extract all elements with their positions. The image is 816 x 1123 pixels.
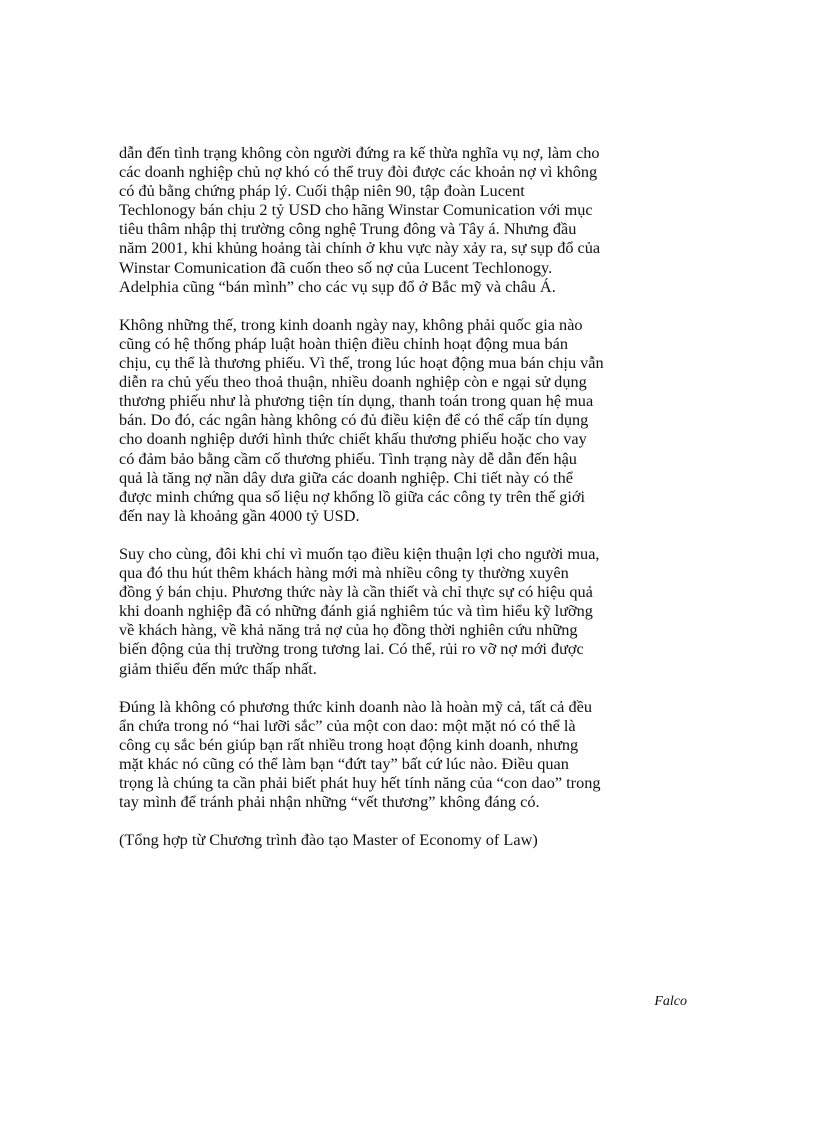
document-body: [119, 143, 705, 869]
text-line: chịu, cụ thể là thương phiếu. Vì thế, trong lúc hoạt động mua bán chịu vẫn: [119, 353, 604, 373]
text-line: các doanh nghiệp chủ nợ khó có thể truy đòi được các khoản nợ vì không: [119, 162, 598, 182]
text-line: đồng ý bán chịu. Phương thức này là cần thiết và chỉ thực sự có hiệu quả: [119, 582, 593, 602]
text-line: năm 2001, khi khủng hoảng tài chính ở khu vực này xảy ra, sự sụp đổ của: [119, 238, 601, 258]
text-line: quả là tăng nợ nần dây dưa giữa các doanh nghiệp. Chi tiết này có thể: [119, 467, 573, 487]
paragraph-4: [119, 697, 705, 812]
text-line: Đúng là không có phương thức kinh doanh nào là hoàn mỹ cả, tất cả đều: [119, 696, 592, 716]
text-line: (Tổng hợp từ Chương trình đào tạo Master of Economy of Law): [119, 830, 538, 850]
text-line: bán. Do đó, các ngân hàng không có đủ điều kiện để có thể cấp tín dụng: [119, 410, 589, 430]
text-line: về khách hàng, về khả năng trả nợ của họ đồng thời nghiên cứu những: [119, 620, 578, 640]
text-line: mặt khác nó cũng có thể làm bạn “đứt tay” bất cứ lúc nào. Điều quan: [119, 754, 569, 773]
text-line: khi doanh nghiệp đã có những đánh giá nghiêm túc và tìm hiểu kỹ lưỡng: [119, 601, 593, 621]
text-line: giảm thiểu đến mức thấp nhất.: [119, 658, 317, 678]
text-line: Suy cho cùng, đôi khi chỉ vì muốn tạo điều kiện thuận lợi cho người mua,: [119, 543, 600, 563]
text-line: công cụ sắc bén giúp bạn rất nhiều trong hoạt động kinh doanh, nhưng: [119, 734, 579, 754]
text-line: tay mình để tránh phải nhận những “vết thương” không đáng có.: [119, 792, 540, 812]
text-line: diễn ra chủ yếu theo thoả thuận, nhiều doanh nghiệp còn e ngại sử dụng: [119, 372, 587, 392]
text-line: Adelphia cũng “bán mình” cho các vụ sụp đổ ở Bắc mỹ và châu Á.: [119, 276, 556, 296]
text-line: biến động của thị trường trong tương lai. Có thể, rủi ro vỡ nợ mới được: [119, 639, 584, 659]
paragraph-2: [119, 315, 705, 525]
text-line: Techlonogy bán chịu 2 tỷ USD cho hãng Winstar Comunication với mục: [119, 200, 593, 220]
text-line: được minh chứng qua số liệu nợ khổng lồ giữa các công ty trên thế giới: [119, 486, 586, 506]
text-line: có đảm bảo bằng cầm cố thương phiếu. Tình trạng này dễ dẫn đến hậu: [119, 448, 577, 468]
text-line: cho doanh nghiệp dưới hình thức chiết khấu thương phiếu hoặc cho vay: [119, 429, 587, 449]
text-line: dẫn đến tình trạng không còn người đứng ra kế thừa nghĩa vụ nợ, làm cho: [119, 143, 600, 162]
paragraph-1: [119, 143, 705, 296]
author-signature: Falco: [654, 994, 687, 1009]
text-line: cũng có hệ thống pháp luật hoàn thiện điều chỉnh hoạt động mua bán: [119, 333, 568, 353]
paragraph-3: [119, 544, 705, 678]
text-line: tiêu thâm nhập thị trường công nghệ Trung đông và Tây á. Nhưng đầu: [119, 219, 577, 239]
text-line: đến nay là khoảng gần 4000 tỷ USD.: [119, 505, 360, 525]
text-line: thương phiếu như là phương tiện tín dụng, thanh toán trong quan hệ mua: [119, 391, 594, 411]
text-line: Không những thế, trong kinh doanh ngày nay, không phải quốc gia nào: [119, 314, 583, 334]
text-line: trọng là chúng ta cần phải biết phát huy hết tính năng của “con dao” trong: [119, 773, 601, 793]
text-line: qua đó thu hút thêm khách hàng mới mà nhiều công ty thường xuyên: [119, 563, 569, 583]
text-line: Winstar Comunication đã cuốn theo số nợ của Lucent Techlonogy.: [119, 257, 553, 277]
text-line: có đủ bằng chứng pháp lý. Cuối thập niên 90, tập đoàn Lucent: [119, 181, 525, 201]
source-note: [119, 830, 705, 849]
text-line: ẩn chứa trong nó “hai lưỡi sắc” của một con dao: một mặt nó có thể là: [119, 715, 576, 735]
